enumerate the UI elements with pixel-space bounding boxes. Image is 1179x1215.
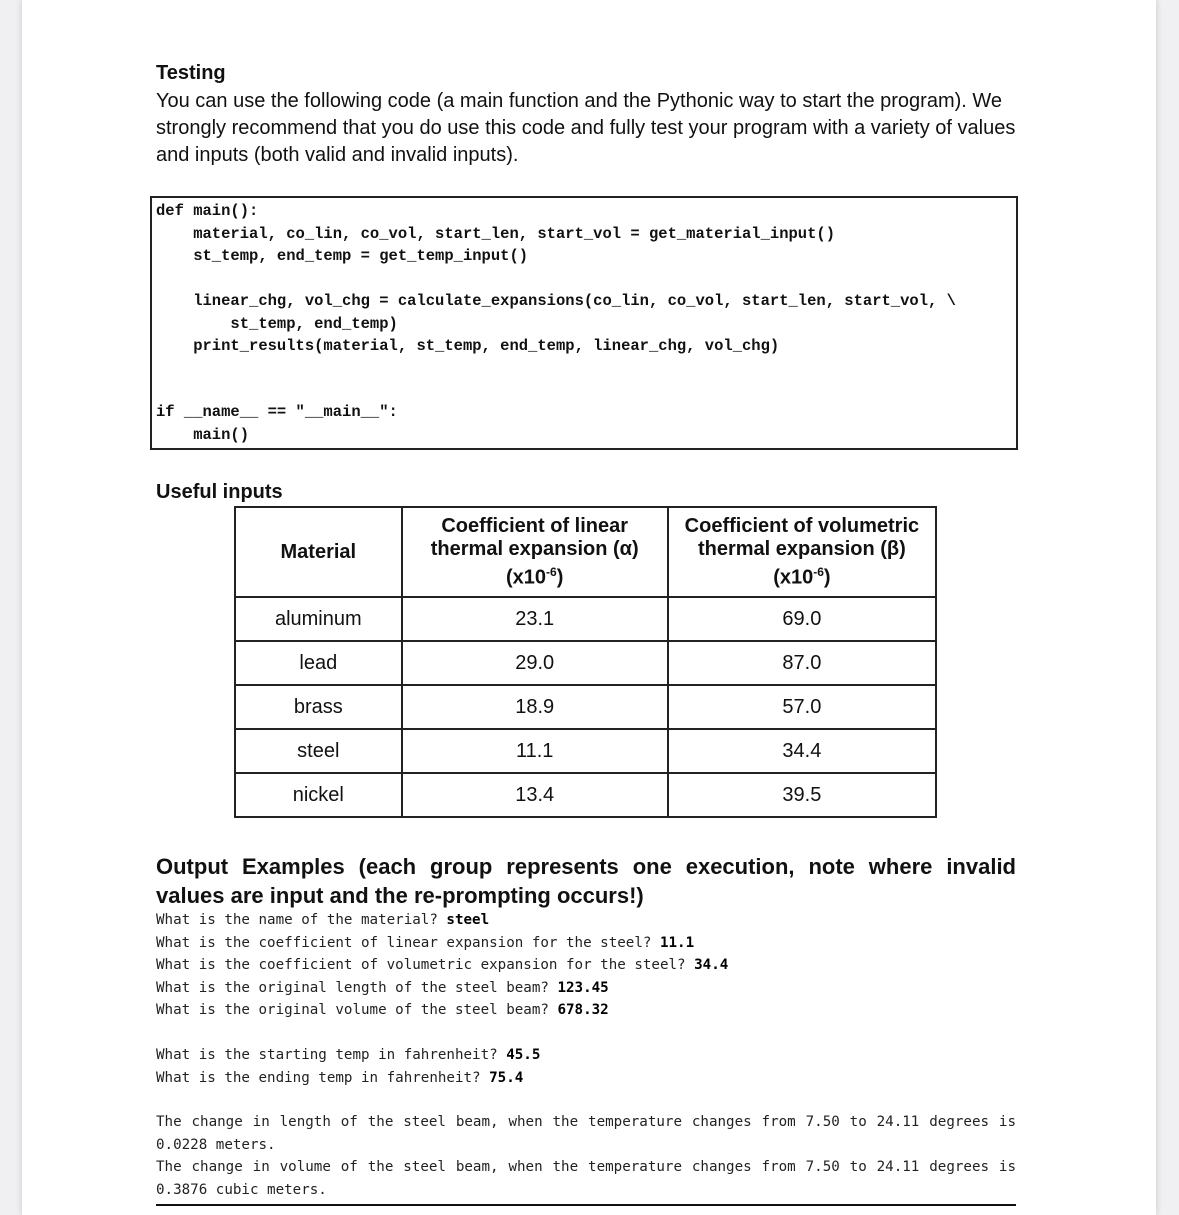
table-row xyxy=(235,685,936,729)
cell-linear: 11.1 xyxy=(402,729,668,773)
table-row xyxy=(235,773,936,817)
section-heading-testing: Testing xyxy=(156,62,226,84)
section-heading-output-examples: Output Examples (each group represents one execution, note where invalid values are input and the re-prompting occurs!) xyxy=(156,854,1016,908)
output-prompts-material xyxy=(156,909,1016,1022)
code-block xyxy=(150,196,1018,450)
output-line: What is the starting temp in fahrenheit? 45.5 xyxy=(156,1047,541,1063)
header-material: Material xyxy=(235,507,402,597)
output-line: What is the original volume of the steel beam? 678.32 xyxy=(156,1002,609,1018)
cell-material: nickel xyxy=(235,773,402,817)
table-row xyxy=(235,729,936,773)
cell-volumetric: 87.0 xyxy=(668,641,936,685)
output-line: What is the name of the material? steel xyxy=(156,912,490,928)
cell-material: steel xyxy=(235,729,402,773)
cell-material: lead xyxy=(235,641,402,685)
cell-linear: 18.9 xyxy=(402,685,668,729)
header-volumetric-coefficient: Coefficient of volumetric thermal expansion (β) $(x10^{-6})$ xyxy=(668,507,936,597)
section-divider xyxy=(156,1204,1016,1206)
cell-material: aluminum xyxy=(235,597,402,641)
table-row xyxy=(235,597,936,641)
output-line: What is the coefficient of linear expansion for the steel? 11.1 xyxy=(156,934,695,951)
table-row xyxy=(235,641,936,685)
section-heading-useful-inputs: Useful inputs xyxy=(156,481,283,503)
output-results xyxy=(156,1111,1016,1201)
code-main-function: def main(): material, co_lin, co_vol, start_len, start_vol = get_material_input() st_temp, end_temp = get_temp_input() linear_chg, vol_chg = calculate_expansions(co_lin, co_vol, start_len, start_vol, \ st_temp, end_temp) print_results(material, st_temp, end_temp, linear_chg, vol_chg) xyxy=(156,202,956,355)
output-prompts-temperature xyxy=(156,1044,1016,1089)
document-page xyxy=(22,0,1156,1215)
cell-material: brass xyxy=(235,685,402,729)
cell-volumetric: 57.0 xyxy=(668,685,936,729)
testing-intro-paragraph: You can use the following code (a main function and the Pythonic way to start the program). We strongly recommend that you do use this code and fully test your program with a variety of values and inputs (both valid and invalid inputs). xyxy=(156,90,1016,166)
output-line: What is the original length of the steel beam? 123.45 xyxy=(156,979,609,996)
code-main-guard: if __name__ == "__main__": main() xyxy=(156,403,398,444)
cell-volumetric: 39.5 xyxy=(668,773,936,817)
cell-linear: 29.0 xyxy=(402,641,668,685)
header-linear-coefficient: Coefficient of linear thermal expansion (α) $(x10^{-6})$ xyxy=(402,507,668,597)
result-length-change: The change in length of the steel beam, when the temperature changes from 7.50 to 24.11 degrees is 0.0228 meters. xyxy=(156,1114,1016,1153)
output-line: What is the ending temp in fahrenheit? 75.4 xyxy=(156,1069,524,1086)
result-volume-change: The change in volume of the steel beam, when the temperature changes from 7.50 to 24.11 degrees is 0.3876 cubic meters. xyxy=(156,1159,1016,1198)
output-line: What is the coefficient of volumetric expansion for the steel? 34.4 xyxy=(156,957,729,973)
cell-linear: 13.4 xyxy=(402,773,668,817)
cell-linear: 23.1 xyxy=(402,597,668,641)
useful-inputs-table xyxy=(234,506,937,818)
cell-volumetric: 69.0 xyxy=(668,597,936,641)
cell-volumetric: 34.4 xyxy=(668,729,936,773)
table-header-row xyxy=(235,507,936,597)
